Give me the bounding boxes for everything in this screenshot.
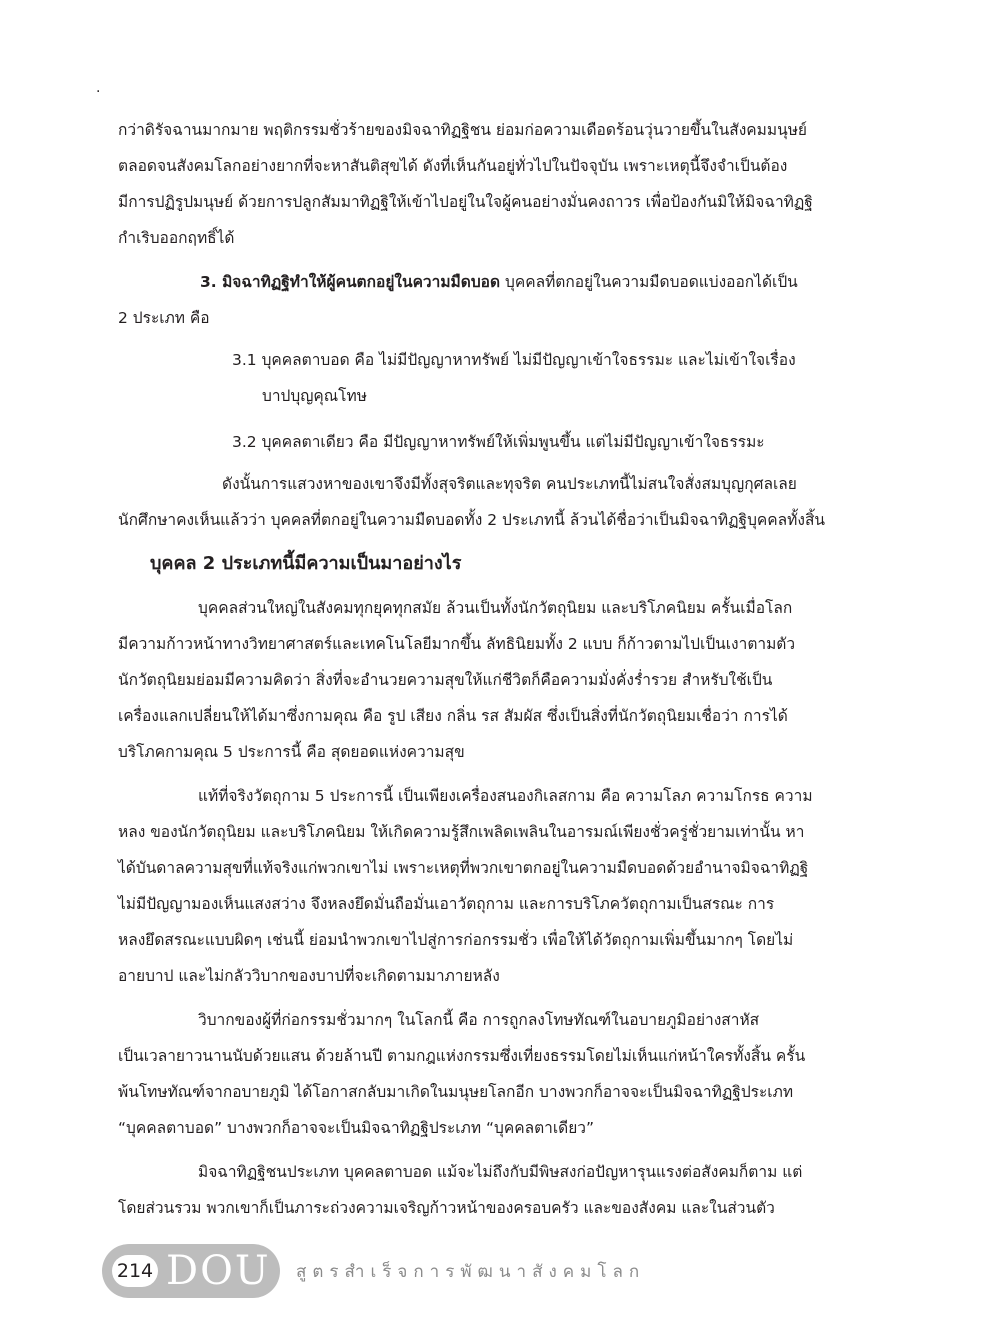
text-line: มิจฉาทิฏฐิชนประเภท บุคคลตาบอด แม้จะไม่ถึงกับมีพิษสงก่อปัญหารุนแรงต่อสังคมก็ตาม แต่ [198, 1163, 803, 1181]
text-line: ดังนั้นการแสวงหาของเขาจึงมีทั้งสุจริตและทุจริต คนประเภทนี้ไม่สนใจสั่งสมบุญกุศลเลย [222, 475, 797, 493]
page-footer [102, 1244, 645, 1298]
dou-logo: DOU [166, 1248, 271, 1294]
text-line: ได้บันดาลความสุขที่แท้จริงแก่พวกเขาไม่ เพราะเหตุที่พวกเขาตกอยู่ในความมืดบอดด้วยอำนาจมิจฉาทิฏฐิ [118, 859, 809, 877]
text-line: วิบากของผู้ที่ก่อกรรมชั่วมากๆ ในโลกนี้ คือ การถูกลงโทษทัณฑ์ในอบายภูมิอย่างสาหัส [198, 1011, 760, 1029]
text-line: 2 ประเภท คือ [118, 309, 210, 327]
text-line: ตลอดจนสังคมโลกอย่างยากที่จะหาสันติสุขได้ ดังที่เห็นกันอยู่ทั่วไปในปัจจุบัน เพราะเหตุนี้จึงจำเป็นต้อง [118, 157, 788, 175]
text-line: มีการปฏิรูปมนุษย์ ด้วยการปลูกสัมมาทิฏฐิให้เข้าไปอยู่ในใจผู้คนอย่างมั่นคงถาวร เพื่อป้องกันมิให้มิจฉาทิฏฐิ [118, 193, 813, 211]
text-line: เครื่องแลกเปลี่ยนให้ได้มาซึ่งกามคุณ คือ รูป เสียง กลิ่น รส สัมผัส ซึ่งเป็นสิ่งที่นักวัตถุนิยมเชื่อว่า การได้ [118, 707, 788, 725]
text-line: บริโภคกามคุณ 5 ประการนี้ คือ สุดยอดแห่งความสุข [118, 743, 465, 761]
text-line: แท้ที่จริงวัตถุกาม 5 ประการนี้ เป็นเพียงเครื่องสนองกิเลสกาม คือ ความโลภ ความโกรธ ความ [198, 787, 813, 805]
footer-badge [102, 1244, 280, 1298]
page-marker: . [96, 80, 101, 96]
text-line: โดยส่วนรวม พวกเขาก็เป็นภาระถ่วงความเจริญก้าวหน้าของครอบครัว และของสังคม และในส่วนตัว [118, 1199, 775, 1217]
text-line: พ้นโทษทัณฑ์จากอบายภูมิ ได้โอกาสกลับมาเกิดในมนุษยโลกอีก บางพวกก็อาจจะเป็นมิจฉาทิฏฐิประเภท [118, 1083, 794, 1101]
text-line: กว่าดิรัจฉานมากมาย พฤติกรรมชั่วร้ายของมิจฉาทิฏฐิชน ย่อมก่อความเดือดร้อนวุ่นวายขึ้นในสังคมมนุษย์ [118, 121, 808, 139]
book-title: สูตรสำเร็จการพัฒนาสังคมโลก [296, 1261, 646, 1282]
text-line: หลงยึดสรณะแบบผิดๆ เช่นนี้ ย่อมนำพวกเขาไปสู่การก่อกรรมชั่ว เพื่อให้ได้วัตถุกามเพิ่มขึ้นมากๆ โดยไม่ [118, 931, 794, 949]
text-line: หลง ของนักวัตถุนิยม และบริโภคนิยม ให้เกิดความรู้สึกเพลิดเพลินในอารมณ์เพียงชั่วครู่ชั่วยามเท่านั้น หา [118, 823, 805, 841]
section-3-text: บุคคลที่ตกอยู่ในความมืดบอดแบ่งออกได้เป็น [500, 273, 798, 291]
text-line: “บุคคลตาบอด” บางพวกก็อาจจะเป็นมิจฉาทิฏฐิประเภท “บุคคลตาเดียว” [118, 1119, 595, 1137]
text-line: นักวัตถุนิยมย่อมมีความคิดว่า สิ่งที่จะอำนวยความสุขให้แก่ชีวิตก็คือความมั่งคั่งร่ำรวย สำหรับใช้เป็น [118, 671, 773, 689]
page-number: 214 [112, 1255, 158, 1287]
item-3-1-cont: บาปบุญคุณโทษ [262, 387, 367, 405]
section-3-intro [200, 272, 880, 292]
section-heading: บุคคล 2 ประเภทนี้มีความเป็นมาอย่างไร [150, 553, 462, 574]
item-3-2: 3.2 บุคคลตาเดียว คือ มีปัญญาหาทรัพย์ให้เพิ่มพูนขึ้น แต่ไม่มีปัญญาเข้าใจธรรมะ [232, 433, 765, 451]
text-line: อายบาป และไม่กลัววิบากของบาปที่จะเกิดตามมาภายหลัง [118, 967, 500, 985]
text-line: บุคคลส่วนใหญ่ในสังคมทุกยุคทุกสมัย ล้วนเป็นทั้งนักวัตถุนิยม และบริโภคนิยม ครั้นเมื่อโลก [198, 599, 793, 617]
text-line: นักศึกษาคงเห็นแล้วว่า บุคคลที่ตกอยู่ในความมืดบอดทั้ง 2 ประเภทนี้ ล้วนได้ชื่อว่าเป็นมิจฉาทิฏฐิบุคคลทั้งสิ้น [118, 511, 826, 529]
text-line: ไม่มีปัญญามองเห็นแสงสว่าง จึงหลงยึดมั่นถือมั่นเอาวัตถุกาม และการบริโภควัตถุกามเป็นสรณะ การ [118, 895, 775, 913]
section-3-title: 3. มิจฉาทิฏฐิทำให้ผู้คนตกอยู่ในความมืดบอด [200, 273, 501, 291]
text-line: กำเริบออกฤทธิ์ได้ [118, 229, 235, 247]
text-line: เป็นเวลายาวนานนับด้วยแสน ด้วยล้านปี ตามกฎแห่งกรรมซึ่งเที่ยงธรรมโดยไม่เห็นแก่หน้าใครทั้งสิ้น ครั้น [118, 1047, 806, 1065]
item-3-1: 3.1 บุคคลตาบอด คือ ไม่มีปัญญาหาทรัพย์ ไม่มีปัญญาเข้าใจธรรมะ และไม่เข้าใจเรื่อง [232, 351, 796, 369]
text-line: มีความก้าวหน้าทางวิทยาศาสตร์และเทคโนโลยีมากขึ้น ลัทธินิยมทั้ง 2 แบบ ก็ก้าวตามไปเป็นเงาตามตัว [118, 635, 796, 653]
